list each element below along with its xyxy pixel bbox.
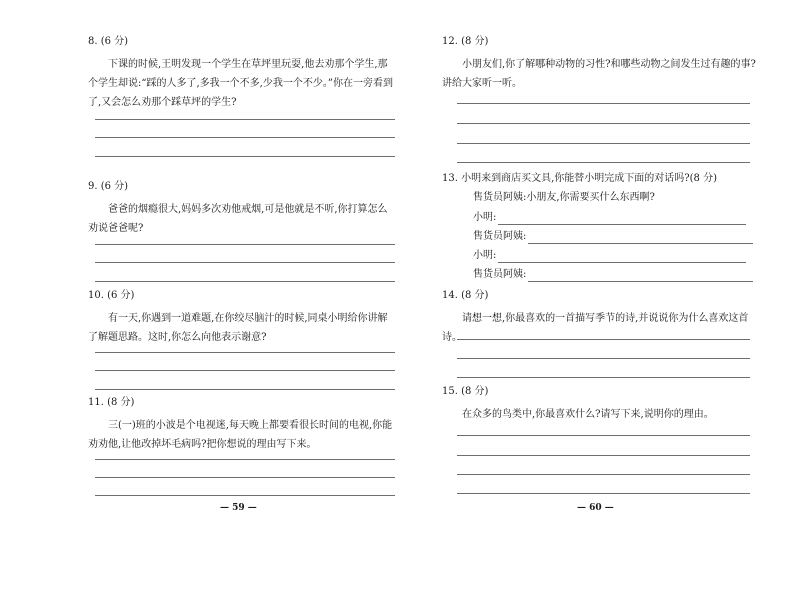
answer-line[interactable]: [95, 156, 395, 157]
dialogue-line-0: [473, 191, 655, 205]
question-10-text: 有一天,你遇到一道难题,在你绞尽脑汁的时候,同桌小明给你讲解了解题思路。这时,你怎么向他表示谢意?: [88, 313, 388, 343]
answer-blank[interactable]: [528, 232, 753, 244]
page-number-right: — 60 —: [577, 503, 614, 513]
answer-line[interactable]: [95, 137, 395, 138]
answer-line[interactable]: [95, 262, 395, 263]
question-15: [442, 385, 757, 424]
question-8-text: 下课的时候,王明发现一个学生在草坪里玩耍,他去劝那个学生,那个学生却说:“踩的人多了,多我一个不多,少我一个不少。”你在一旁看到了,又会怎么劝那个踩草坪的学生?: [88, 59, 393, 108]
answer-line[interactable]: [457, 474, 750, 475]
question-9-text: 爸爸的烟瘾很大,妈妈多次劝他戒烟,可是他就是不听,你打算怎么劝说爸爸呢?: [88, 204, 388, 234]
answer-line[interactable]: [95, 244, 395, 245]
dialogue-text: 售货员阿姨:小朋友,你需要买什么东西啊?: [473, 192, 655, 203]
question-14-title: 14. (8 分): [442, 290, 489, 301]
answer-line[interactable]: [457, 358, 750, 359]
answer-line[interactable]: [95, 389, 395, 390]
dialogue-line-3: [473, 249, 746, 263]
answer-line[interactable]: [457, 435, 750, 436]
answer-blank[interactable]: [498, 213, 746, 225]
dialogue-line-4: [473, 268, 753, 282]
page-number-left: — 59 —: [220, 503, 257, 513]
answer-line[interactable]: [95, 495, 395, 496]
answer-line[interactable]: [95, 281, 395, 282]
answer-line[interactable]: [95, 352, 395, 353]
answer-line[interactable]: [457, 143, 750, 144]
question-13-title: 13. 小明来到商店买文具,你能替小明完成下面的对话吗?(8 分): [442, 173, 717, 184]
answer-line[interactable]: [95, 119, 395, 120]
right-page: [400, 0, 800, 589]
dialogue-line-1: [473, 211, 746, 225]
answer-line[interactable]: [457, 377, 750, 378]
answer-line[interactable]: [457, 162, 750, 163]
question-9-title: 9. (6 分): [88, 181, 129, 192]
answer-line[interactable]: [457, 339, 750, 340]
question-12-text: 小朋友们,你了解哪种动物的习性?和哪些动物之间发生过有趣的事?讲给大家听一听。: [442, 59, 756, 89]
answer-line[interactable]: [457, 455, 750, 456]
speaker-label: 售货员阿姨:: [473, 269, 527, 280]
speaker-label: 售货员阿姨:: [473, 231, 527, 242]
answer-line[interactable]: [95, 477, 395, 478]
answer-line[interactable]: [95, 370, 395, 371]
question-10: [88, 289, 396, 347]
question-15-title: 15. (8 分): [442, 386, 489, 397]
question-13: [442, 172, 757, 186]
question-12-title: 12. (8 分): [442, 36, 489, 47]
answer-blank[interactable]: [498, 251, 746, 263]
answer-line[interactable]: [457, 493, 750, 494]
speaker-label: 小明:: [473, 212, 497, 223]
question-12: [442, 35, 757, 93]
answer-line[interactable]: [457, 103, 750, 104]
answer-blank[interactable]: [528, 270, 753, 282]
question-14-text: 请想一想,你最喜欢的一首描写季节的诗,并说说你为什么喜欢这首诗。: [442, 313, 749, 343]
speaker-label: 小明:: [473, 250, 497, 261]
question-11-text: 三(一)班的小波是个电视迷,每天晚上都要看很长时间的电视,你能劝劝他,让他改掉坏毛病吗?把你想说的理由写下来。: [88, 420, 393, 450]
question-8-title: 8. (6 分): [88, 36, 129, 47]
answer-line[interactable]: [95, 459, 395, 460]
question-11-title: 11. (8 分): [88, 397, 135, 408]
question-8: [88, 35, 396, 112]
answer-line[interactable]: [457, 123, 750, 124]
dialogue-line-2: [473, 230, 753, 244]
question-15-text: 在众多的鸟类中,你最喜欢什么?请写下来,说明你的理由。: [462, 409, 714, 420]
question-10-title: 10. (6 分): [88, 290, 135, 301]
question-9: [88, 180, 396, 238]
question-11: [88, 396, 396, 454]
